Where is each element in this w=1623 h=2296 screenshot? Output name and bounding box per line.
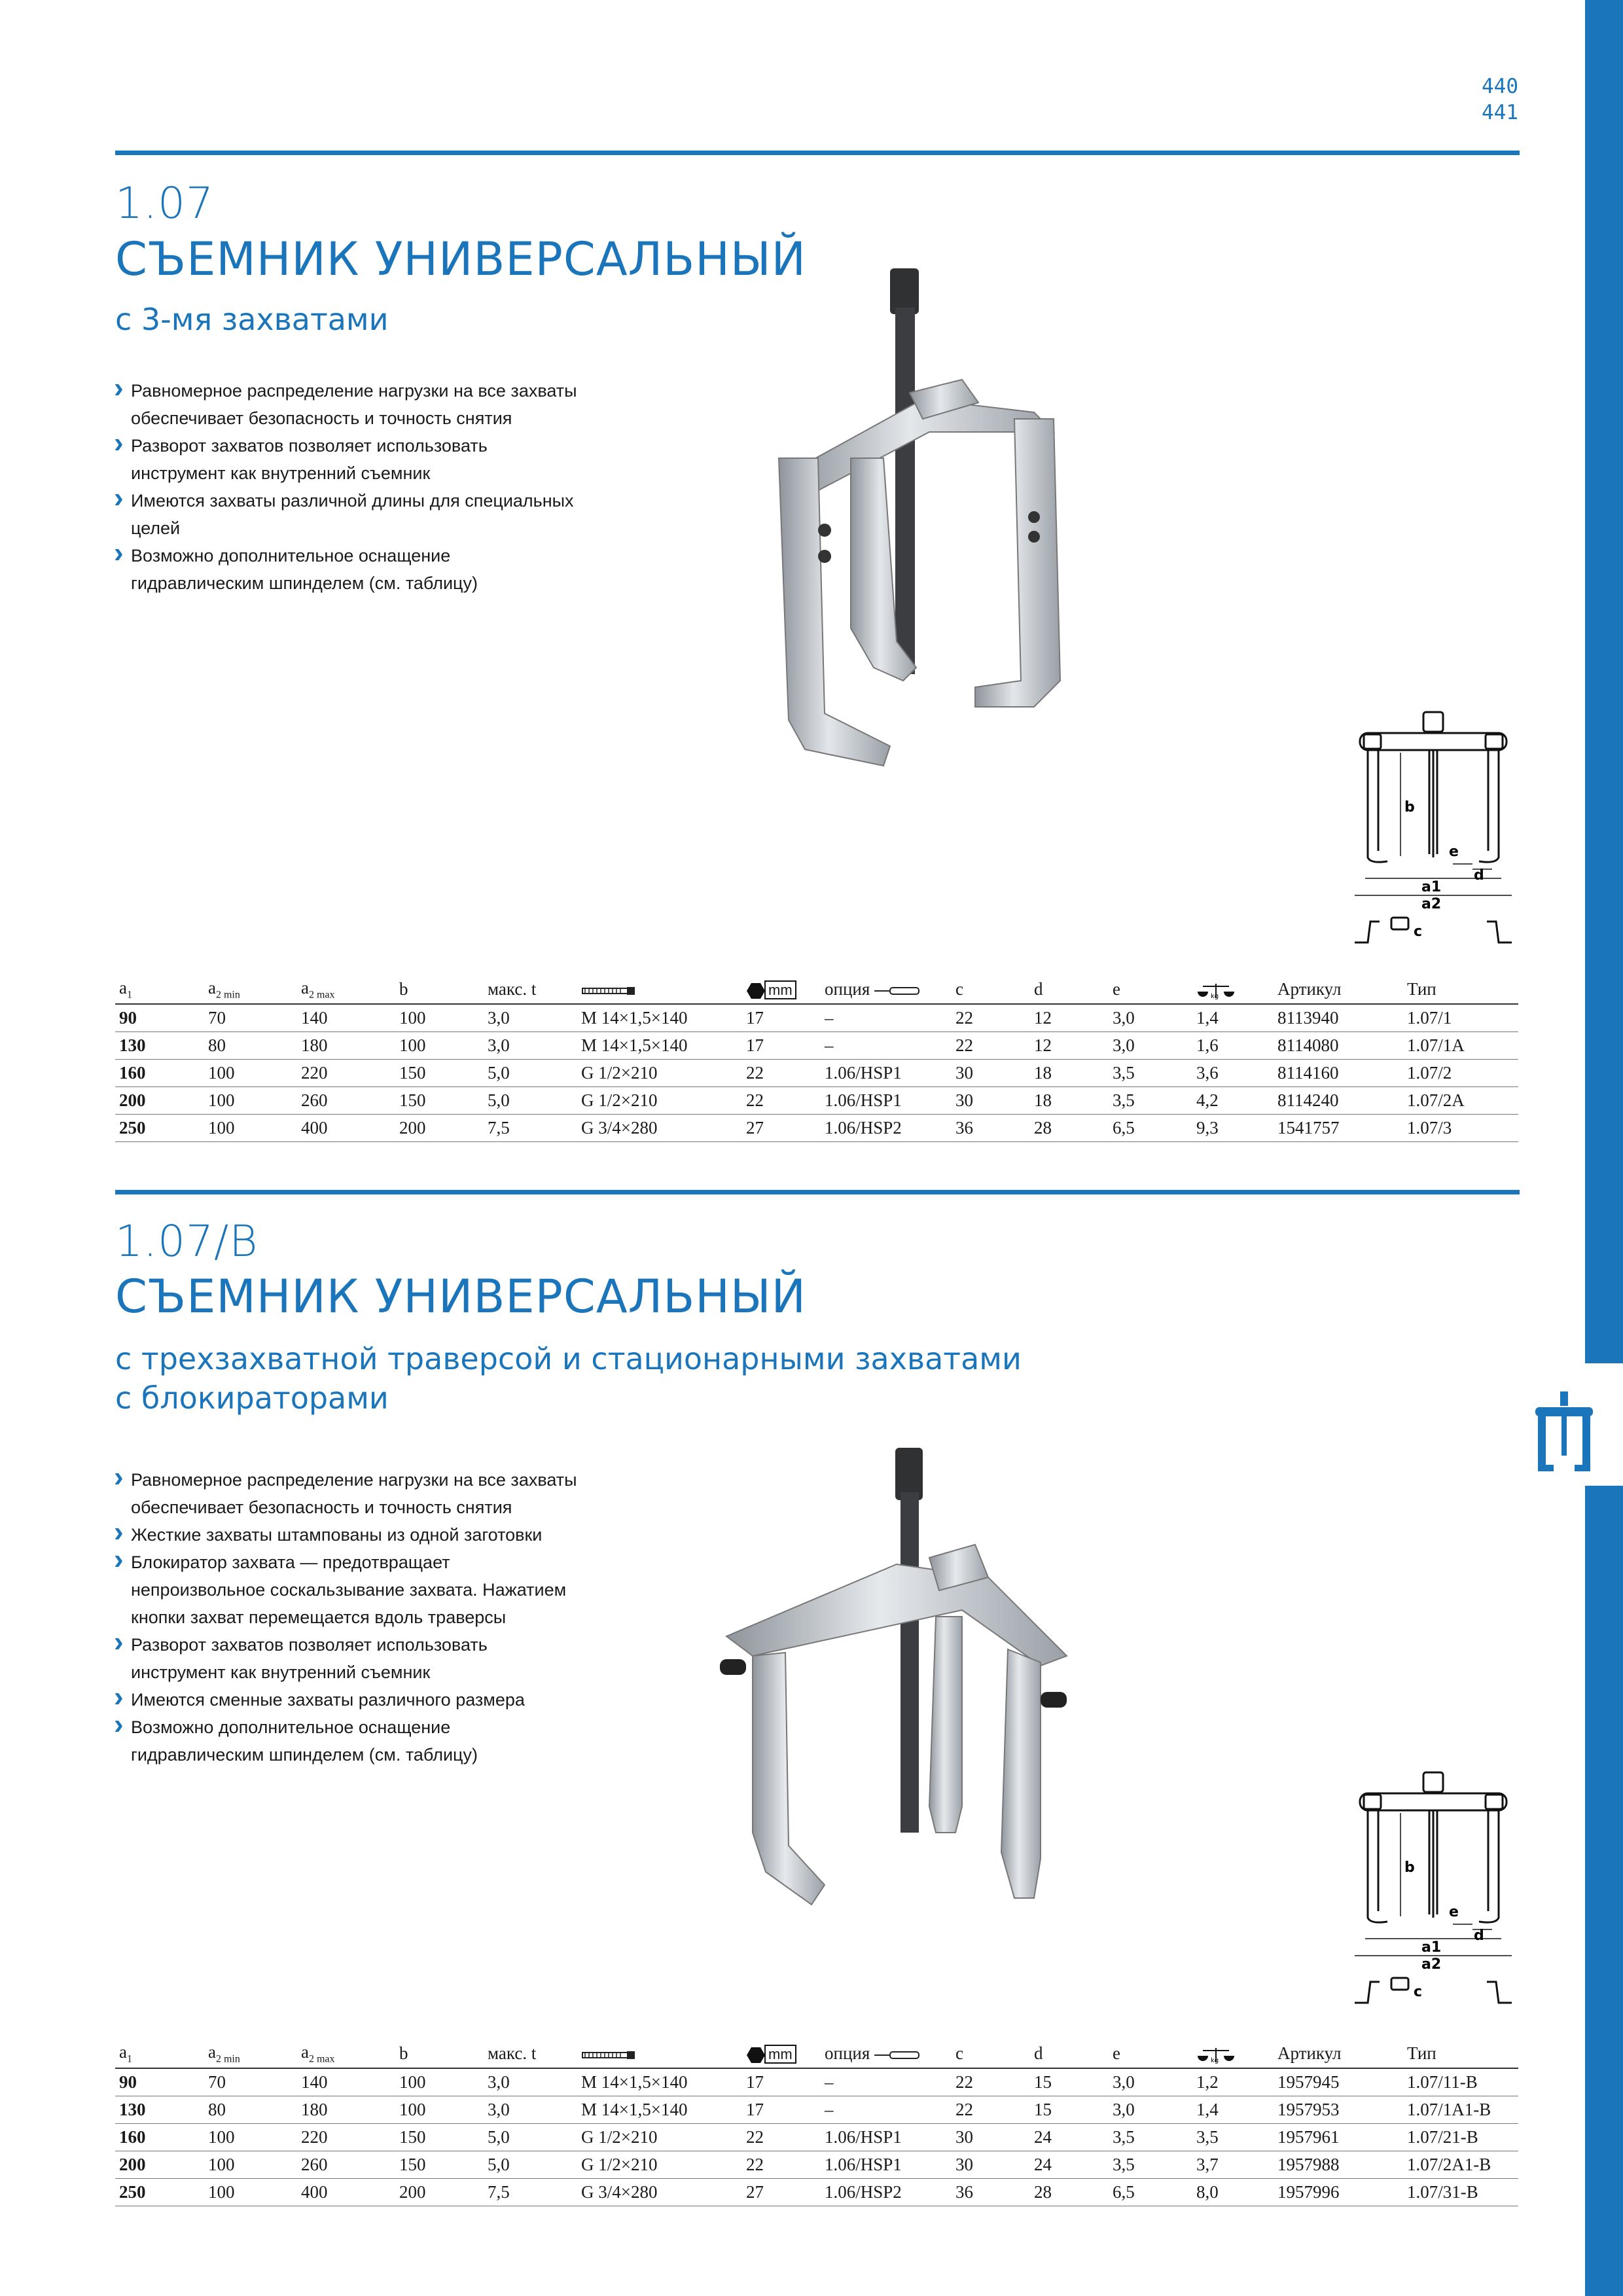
cell-a1: 160 [115, 1060, 204, 1087]
cell-type: 1.07/3 [1403, 1115, 1518, 1142]
cell-a1: 200 [115, 2151, 204, 2179]
cell-d: 12 [1030, 1032, 1109, 1060]
cell-b: 150 [395, 1060, 484, 1087]
cell-t: 5,0 [484, 1087, 577, 1115]
cell-b: 200 [395, 2179, 484, 2206]
cell-a2max: 260 [297, 1087, 395, 1115]
cell-a2min: 100 [204, 1087, 297, 1115]
col-header-spindle [577, 2042, 742, 2068]
cell-option: 1.06/HSP1 [821, 1060, 952, 1087]
col-header-spindle [577, 978, 742, 1004]
section-subtitle-line: с 3-мя захватами [115, 302, 389, 337]
feature-item: › Жесткие захваты штампованы из одной заготовки [115, 1521, 586, 1549]
cell-a2min: 100 [204, 1115, 297, 1142]
cell-a1: 160 [115, 2124, 204, 2151]
cell-weight: 4,2 [1192, 1087, 1274, 1115]
cell-b: 100 [395, 2096, 484, 2124]
col-header-option: опция [821, 2042, 952, 2068]
cell-article: 8114240 [1274, 1087, 1403, 1115]
cell-t: 7,5 [484, 1115, 577, 1142]
col-header-d: d [1030, 2042, 1109, 2068]
cell-wrench: 17 [742, 2068, 821, 2096]
page-numbers [1482, 73, 1518, 126]
diagram-label-d: d [1474, 867, 1484, 884]
feature-list [115, 377, 586, 597]
diagram-label-a2: a2 [1421, 1956, 1442, 1973]
side-tab-bar-bottom [1585, 1486, 1623, 2296]
cell-a2min: 80 [204, 1032, 297, 1060]
cell-a2min: 70 [204, 2068, 297, 2096]
cell-c: 22 [952, 2096, 1030, 2124]
cell-option: – [821, 1004, 952, 1032]
cell-d: 28 [1030, 1115, 1109, 1142]
cell-a2max: 140 [297, 2068, 395, 2096]
cell-weight: 8,0 [1192, 2179, 1274, 2206]
section-divider [115, 1190, 1520, 1194]
feature-item: › Разворот захватов позволяет использовать инструмент как внутренний съемник [115, 432, 586, 487]
cell-d: 18 [1030, 1060, 1109, 1087]
cell-a2max: 180 [297, 1032, 395, 1060]
cell-wrench: 17 [742, 2096, 821, 2124]
section-number: 1.07 [115, 178, 214, 228]
cell-spindle: M 14×1,5×140 [577, 1004, 742, 1032]
cell-wrench: 17 [742, 1004, 821, 1032]
cell-weight: 3,6 [1192, 1060, 1274, 1087]
table-header-row [115, 2042, 1518, 2068]
cell-d: 24 [1030, 2124, 1109, 2151]
cell-a2max: 220 [297, 1060, 395, 1087]
col-header-weight [1192, 978, 1274, 1004]
section-subtitle-line: с блокираторами [115, 1380, 389, 1416]
cell-c: 30 [952, 2124, 1030, 2151]
cell-c: 36 [952, 1115, 1030, 1142]
col-header-a2max: $a_{2 max}$ [297, 2042, 395, 2068]
cell-e: 6,5 [1109, 2179, 1192, 2206]
cell-a1: 90 [115, 1004, 204, 1032]
cell-a1: 130 [115, 1032, 204, 1060]
col-header-b: b [395, 978, 484, 1004]
spec-table [115, 2042, 1518, 2206]
diagram-label-b: b [1404, 1859, 1415, 1876]
cell-b: 150 [395, 1087, 484, 1115]
cell-type: 1.07/2A [1403, 1087, 1518, 1115]
cell-a2max: 180 [297, 2096, 395, 2124]
feature-item: › Разворот захватов позволяет использовать инструмент как внутренний съемник [115, 1631, 586, 1686]
dimension-diagram-2 [1342, 1767, 1525, 2009]
table-row [115, 1032, 1518, 1060]
cell-e: 3,0 [1109, 2068, 1192, 2096]
feature-item: › Имеются сменные захваты различного размера [115, 1686, 586, 1713]
cell-t: 5,0 [484, 2151, 577, 2179]
feature-item: › Имеются захваты различной длины для специальных целей [115, 487, 586, 542]
cell-wrench: 22 [742, 2124, 821, 2151]
cell-wrench: 27 [742, 2179, 821, 2206]
cell-t: 3,0 [484, 2096, 577, 2124]
cell-e: 3,0 [1109, 1032, 1192, 1060]
cell-option: – [821, 2096, 952, 2124]
cell-option: – [821, 2068, 952, 2096]
cell-article: 1957996 [1274, 2179, 1403, 2206]
cell-weight: 1,4 [1192, 1004, 1274, 1032]
cell-a1: 130 [115, 2096, 204, 2124]
cell-article: 8114080 [1274, 1032, 1403, 1060]
section-subtitle [115, 300, 389, 339]
col-header-a2min: $a_{2 min}$ [204, 2042, 297, 2068]
cell-t: 3,0 [484, 1032, 577, 1060]
table-row [115, 2096, 1518, 2124]
col-header-d: d [1030, 978, 1109, 1004]
feature-item: › Блокиратор захвата — предотвращает непроизвольное соскальзывание захвата. Нажатием кнопки захват перемещается вдоль траверсы [115, 1549, 586, 1631]
col-header-option: опция [821, 978, 952, 1004]
page-number-right: 441 [1482, 101, 1518, 124]
cell-c: 22 [952, 1004, 1030, 1032]
cell-weight: 3,7 [1192, 2151, 1274, 2179]
col-header-max-t: макс. t [484, 2042, 577, 2068]
cell-t: 3,0 [484, 1004, 577, 1032]
cell-article: 1957988 [1274, 2151, 1403, 2179]
col-header-type: Тип [1403, 978, 1518, 1004]
cell-weight: 3,5 [1192, 2124, 1274, 2151]
cell-e: 3,5 [1109, 2124, 1192, 2151]
col-header-type: Тип [1403, 2042, 1518, 2068]
spec-table [115, 978, 1518, 1142]
cell-d: 15 [1030, 2096, 1109, 2124]
svg-text:kg: kg [1211, 992, 1219, 999]
cell-e: 3,0 [1109, 2096, 1192, 2124]
cell-spindle: G 1/2×210 [577, 1060, 742, 1087]
spindle-icon [581, 2050, 636, 2060]
cell-spindle: G 1/2×210 [577, 2151, 742, 2179]
table-row [115, 2124, 1518, 2151]
product-photo-puller-2 [713, 1440, 1080, 1924]
cell-article: 8114160 [1274, 1060, 1403, 1087]
col-header-a2min: $a_{2 min}$ [204, 978, 297, 1004]
cell-spindle: M 14×1,5×140 [577, 1032, 742, 1060]
cell-d: 15 [1030, 2068, 1109, 2096]
cell-spindle: G 1/2×210 [577, 2124, 742, 2151]
cell-b: 150 [395, 2151, 484, 2179]
section-title: СЪЕМНИК УНИВЕРСАЛЬНЫЙ [115, 1270, 807, 1323]
cell-article: 1957945 [1274, 2068, 1403, 2096]
col-header-a2max: $a_{2 max}$ [297, 978, 395, 1004]
cell-t: 3,0 [484, 2068, 577, 2096]
diagram-label-b: b [1404, 799, 1415, 816]
cell-b: 100 [395, 1004, 484, 1032]
cell-wrench: 22 [742, 2151, 821, 2179]
cell-c: 30 [952, 1087, 1030, 1115]
table-row [115, 1060, 1518, 1087]
cell-e: 3,5 [1109, 2151, 1192, 2179]
cell-a2max: 400 [297, 1115, 395, 1142]
cell-weight: 1,6 [1192, 1032, 1274, 1060]
cell-type: 1.07/1 [1403, 1004, 1518, 1032]
cell-wrench: 22 [742, 1087, 821, 1115]
col-header-c: c [952, 2042, 1030, 2068]
col-header-c: c [952, 978, 1030, 1004]
section-number: 1.07/B [115, 1216, 259, 1266]
cell-a2min: 100 [204, 2124, 297, 2151]
cell-b: 100 [395, 2068, 484, 2096]
cell-spindle: G 1/2×210 [577, 1087, 742, 1115]
cell-spindle: G 3/4×280 [577, 1115, 742, 1142]
col-header-wrench: mm [742, 2042, 821, 2068]
feature-item: › Равномерное распределение нагрузки на все захваты обеспечивает безопасность и точность снятия [115, 377, 586, 432]
cell-b: 150 [395, 2124, 484, 2151]
cell-t: 5,0 [484, 2124, 577, 2151]
cell-c: 30 [952, 2151, 1030, 2179]
diagram-label-e: e [1449, 844, 1459, 860]
cell-option: 1.06/HSP1 [821, 2124, 952, 2151]
dimension-diagram-1 [1342, 707, 1525, 949]
table-row [115, 2068, 1518, 2096]
cell-option: 1.06/HSP2 [821, 1115, 952, 1142]
spindle-icon [581, 986, 636, 996]
table-row [115, 2151, 1518, 2179]
cell-a2min: 70 [204, 1004, 297, 1032]
cell-e: 3,5 [1109, 1060, 1192, 1087]
cell-a2max: 400 [297, 2179, 395, 2206]
cell-a1: 250 [115, 1115, 204, 1142]
cell-c: 22 [952, 1032, 1030, 1060]
cell-a1: 200 [115, 1087, 204, 1115]
table-row [115, 2179, 1518, 2206]
cell-weight: 1,4 [1192, 2096, 1274, 2124]
col-header-e: e [1109, 2042, 1192, 2068]
cell-e: 3,5 [1109, 1087, 1192, 1115]
cell-type: 1.07/31-B [1403, 2179, 1518, 2206]
cell-b: 200 [395, 1115, 484, 1142]
hex-wrench-icon [746, 2047, 766, 2064]
col-header-b: b [395, 2042, 484, 2068]
section-subtitle [115, 1339, 1022, 1418]
cell-option: 1.06/HSP2 [821, 2179, 952, 2206]
section-title: СЪЕМНИК УНИВЕРСАЛЬНЫЙ [115, 232, 807, 286]
product-photo-puller-1 [753, 262, 1093, 772]
cell-option: 1.06/HSP1 [821, 2151, 952, 2179]
svg-text:kg: kg [1211, 2056, 1219, 2064]
col-header-a1: $a_1$ [115, 2042, 204, 2068]
cell-article: 1541757 [1274, 1115, 1403, 1142]
cell-c: 36 [952, 2179, 1030, 2206]
cell-wrench: 22 [742, 1060, 821, 1087]
cell-type: 1.07/21-B [1403, 2124, 1518, 2151]
section-divider [115, 151, 1520, 155]
scale-icon [1196, 2047, 1236, 2064]
col-header-e: e [1109, 978, 1192, 1004]
feature-list [115, 1466, 586, 1768]
col-header-article: Артикул [1274, 2042, 1403, 2068]
section-subtitle-line: с трехзахватной траверсой и стационарными захватами [115, 1341, 1022, 1376]
cell-type: 1.07/2A1-B [1403, 2151, 1518, 2179]
scale-icon [1196, 982, 1236, 999]
cell-e: 3,0 [1109, 1004, 1192, 1032]
cell-a2min: 100 [204, 1060, 297, 1087]
diagram-label-c: c [1414, 924, 1423, 940]
feature-item: › Возможно дополнительное оснащение гидравлическим шпинделем (см. таблицу) [115, 1713, 586, 1768]
cell-spindle: M 14×1,5×140 [577, 2068, 742, 2096]
diagram-label-d: d [1474, 1928, 1484, 1944]
cell-type: 1.07/2 [1403, 1060, 1518, 1087]
cell-type: 1.07/1A [1403, 1032, 1518, 1060]
hydraulic-spindle-icon [874, 986, 920, 996]
table-row [115, 1004, 1518, 1032]
cell-wrench: 17 [742, 1032, 821, 1060]
diagram-label-c: c [1414, 1984, 1423, 2000]
puller-icon [1531, 1388, 1597, 1473]
cell-a2max: 220 [297, 2124, 395, 2151]
cell-a2max: 140 [297, 1004, 395, 1032]
table-row [115, 1115, 1518, 1142]
cell-article: 8113940 [1274, 1004, 1403, 1032]
cell-weight: 1,2 [1192, 2068, 1274, 2096]
cell-article: 1957961 [1274, 2124, 1403, 2151]
hex-wrench-icon [746, 982, 766, 999]
cell-c: 30 [952, 1060, 1030, 1087]
col-header-weight [1192, 2042, 1274, 2068]
cell-spindle: M 14×1,5×140 [577, 2096, 742, 2124]
cell-option: 1.06/HSP1 [821, 1087, 952, 1115]
cell-d: 24 [1030, 2151, 1109, 2179]
cell-spindle: G 3/4×280 [577, 2179, 742, 2206]
cell-t: 5,0 [484, 1060, 577, 1087]
cell-weight: 9,3 [1192, 1115, 1274, 1142]
cell-a1: 250 [115, 2179, 204, 2206]
diagram-label-a1: a1 [1421, 879, 1442, 895]
cell-t: 7,5 [484, 2179, 577, 2206]
cell-d: 18 [1030, 1087, 1109, 1115]
cell-a2max: 260 [297, 2151, 395, 2179]
cell-b: 100 [395, 1032, 484, 1060]
feature-item: › Равномерное распределение нагрузки на все захваты обеспечивает безопасность и точность снятия [115, 1466, 586, 1521]
table-row [115, 1087, 1518, 1115]
cell-a1: 90 [115, 2068, 204, 2096]
cell-c: 22 [952, 2068, 1030, 2096]
feature-item: › Возможно дополнительное оснащение гидравлическим шпинделем (см. таблицу) [115, 542, 586, 597]
cell-a2min: 100 [204, 2151, 297, 2179]
page-number-left: 440 [1482, 75, 1518, 98]
cell-article: 1957953 [1274, 2096, 1403, 2124]
hydraulic-spindle-icon [874, 2051, 920, 2060]
cell-a2min: 80 [204, 2096, 297, 2124]
cell-a2min: 100 [204, 2179, 297, 2206]
col-header-article: Артикул [1274, 978, 1403, 1004]
cell-type: 1.07/1A1-B [1403, 2096, 1518, 2124]
side-tab-bar-top [1585, 0, 1623, 1363]
cell-option: – [821, 1032, 952, 1060]
cell-wrench: 27 [742, 1115, 821, 1142]
cell-d: 28 [1030, 2179, 1109, 2206]
table-header-row [115, 978, 1518, 1004]
col-header-max-t: макс. t [484, 978, 577, 1004]
cell-type: 1.07/11-B [1403, 2068, 1518, 2096]
col-header-a1: $a_1$ [115, 978, 204, 1004]
cell-e: 6,5 [1109, 1115, 1192, 1142]
diagram-label-a1: a1 [1421, 1939, 1442, 1956]
diagram-label-a2: a2 [1421, 896, 1442, 912]
cell-d: 12 [1030, 1004, 1109, 1032]
diagram-label-e: e [1449, 1904, 1459, 1920]
col-header-wrench: mm [742, 978, 821, 1004]
